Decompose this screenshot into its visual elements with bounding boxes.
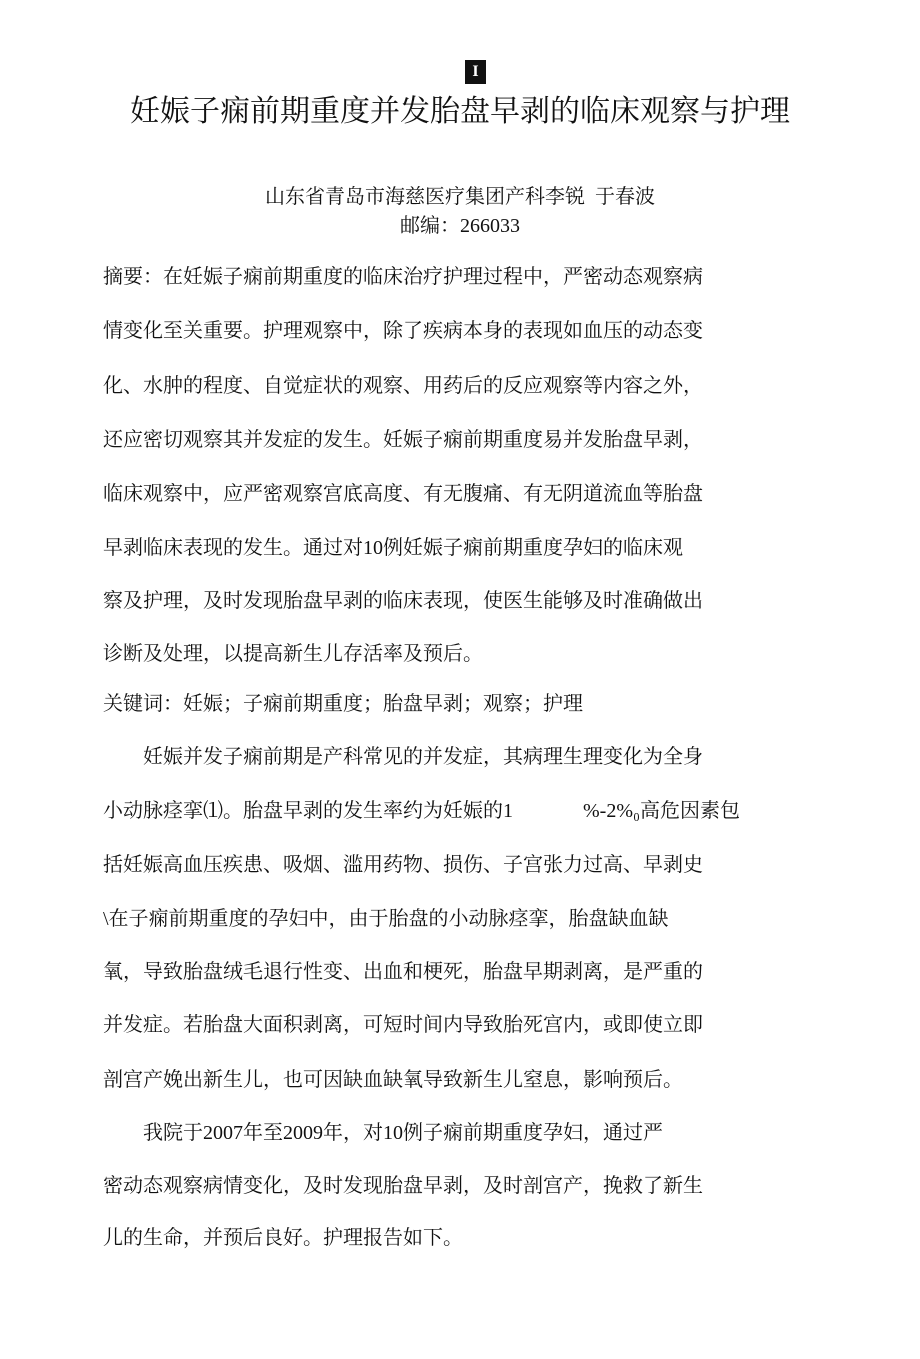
paragraph-line: 我院于2007年至2009年，对10例子痫前期重度孕妇，通过严 — [103, 1122, 663, 1144]
document-title: 妊娠子痫前期重度并发胎盘早剥的临床观察与护理 — [130, 95, 790, 128]
postcode: 邮编：266033 — [400, 215, 520, 237]
abstract-line: 察及护理，及时发现胎盘早剥的临床表现，使医生能够及时准确做出 — [103, 590, 703, 612]
abstract-line: 化、水肿的程度、自觉症状的观察、用药后的反应观察等内容之外， — [103, 375, 703, 397]
text-cursor-marker: I — [465, 60, 486, 84]
paragraph-line: 剖宫产娩出新生儿，也可因缺血缺氧导致新生儿窒息，影响预后。 — [103, 1069, 683, 1091]
abstract-line: 临床观察中，应严密观察宫底高度、有无腹痛、有无阴道流血等胎盘 — [103, 483, 703, 505]
paragraph-line: 儿的生命，并预后良好。护理报告如下。 — [103, 1227, 463, 1249]
paragraph-line: 括妊娠高血压疾患、吸烟、滥用药物、损伤、子宫张力过高、早剥史 — [103, 854, 703, 876]
abstract-line: 摘要：在妊娠子痫前期重度的临床治疗护理过程中，严密动态观察病 — [103, 266, 703, 288]
paragraph-line: 氧，导致胎盘绒毛退行性变、出血和梗死，胎盘早期剥离，是严重的 — [103, 961, 703, 983]
abstract-line: 还应密切观察其并发症的发生。妊娠子痫前期重度易并发胎盘早剥， — [103, 429, 703, 451]
paragraph-line: 小动脉痉挛⑴。胎盘早剥的发生率约为妊娠的1 %-2%₀高危因素包 — [103, 800, 740, 822]
paragraph-line: \在子痫前期重度的孕妇中，由于胎盘的小动脉痉挛，胎盘缺血缺 — [103, 908, 669, 930]
abstract-line: 早剥临床表现的发生。通过对10例妊娠子痫前期重度孕妇的临床观 — [103, 537, 683, 559]
paragraph-line: 密动态观察病情变化，及时发现胎盘早剥，及时剖宫产，挽救了新生 — [103, 1175, 703, 1197]
abstract-line: 情变化至关重要。护理观察中，除了疾病本身的表现如血压的动态变 — [103, 320, 703, 342]
paragraph-line: 妊娠并发子痫前期是产科常见的并发症，其病理生理变化为全身 — [103, 746, 703, 768]
authors: 山东省青岛市海慈医疗集团产科李锐 于春波 — [265, 186, 655, 208]
abstract-line: 诊断及处理，以提高新生儿存活率及预后。 — [103, 643, 483, 665]
keywords: 关键词：妊娠；子痫前期重度；胎盘早剥；观察；护理 — [103, 693, 583, 715]
paragraph-line: 并发症。若胎盘大面积剥离，可短时间内导致胎死宫内，或即使立即 — [103, 1014, 703, 1036]
